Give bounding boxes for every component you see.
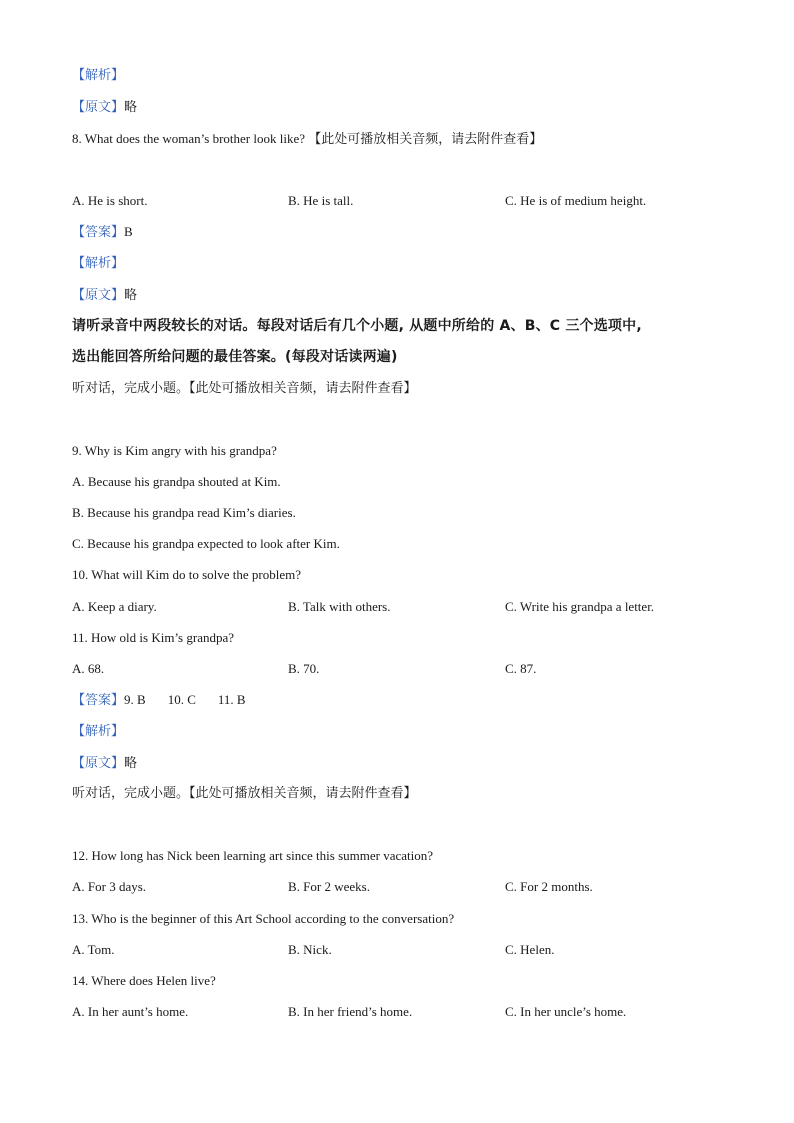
q11-option-a: A. 68. [72, 661, 105, 676]
original-text-value: 略 [124, 288, 138, 303]
q13-option-c: C. Helen. [505, 942, 555, 957]
original-text-value: 略 [124, 756, 138, 771]
original-text-value: 略 [124, 100, 138, 115]
audio-link[interactable]: 【此处可播放相关音频，请去附件查看】 [189, 381, 417, 396]
answer-9: 9. B [124, 692, 146, 707]
q10-option-a: A. Keep a diary. [72, 599, 157, 614]
audio-link[interactable]: 【此处可播放相关音频，请去附件查看】 [189, 786, 417, 801]
q8-option-b: B. He is tall. [288, 193, 354, 208]
q13-option-b: B. Nick. [288, 942, 332, 957]
answer-label: 【答案】 [72, 225, 125, 240]
q9-option-a: A. Because his grandpa shouted at Kim. [72, 474, 281, 489]
original-text-label: 【原文】 [72, 100, 125, 115]
q14-option-b: B. In her friend’s home. [288, 1004, 413, 1019]
original-text-line [72, 99, 137, 116]
question-13: 13. Who is the beginner of this Art School according to the conversation? [72, 911, 455, 926]
answer-11: 11. B [217, 692, 246, 707]
answer-value: B [124, 224, 133, 239]
q13-option-a: A. Tom. [72, 942, 115, 957]
q12-option-c: C. For 2 months. [505, 879, 593, 894]
original-text-line [72, 755, 137, 772]
analysis-label: 【解析】 [72, 724, 125, 739]
answer-10: 10. C [167, 692, 196, 707]
analysis-label: 【解析】 [72, 68, 125, 83]
q8-option-a: A. He is short. [72, 193, 148, 208]
original-text-label: 【原文】 [72, 756, 125, 771]
q9-option-c: C. Because his grandpa expected to look after Kim. [72, 536, 340, 551]
dialog-1-prompt [72, 381, 417, 397]
q12-option-a: A. For 3 days. [72, 879, 147, 894]
dialog-prompt-text: 听对话，完成小题。 [72, 381, 190, 396]
dialog-2-prompt [72, 786, 417, 802]
analysis-label: 【解析】 [72, 256, 125, 271]
dialog-1-answers [72, 692, 246, 709]
question-8 [72, 131, 542, 148]
q10-option-c: C. Write his grandpa a letter. [505, 599, 655, 614]
question-11: 11. How old is Kim’s grandpa? [72, 630, 234, 645]
answer-label: 【答案】 [72, 693, 125, 708]
section-instruction-line-2: 选出能回答所给问题的最佳答案。(每段对话读两遍) [72, 349, 398, 365]
q14-option-a: A. In her aunt’s home. [72, 1004, 189, 1019]
q8-answer [72, 224, 133, 241]
question-9: 9. Why is Kim angry with his grandpa? [72, 443, 277, 458]
question-12: 12. How long has Nick been learning art since this summer vacation? [72, 848, 434, 863]
audio-link[interactable]: 【此处可播放相关音频，请去附件查看】 [308, 132, 543, 147]
q12-option-b: B. For 2 weeks. [288, 879, 370, 894]
q10-option-b: B. Talk with others. [288, 599, 391, 614]
q11-option-c: C. 87. [505, 661, 537, 676]
question-8-text: 8. What does the woman’s brother look like? [72, 131, 305, 146]
question-14: 14. Where does Helen live? [72, 973, 216, 988]
q8-option-c: C. He is of medium height. [505, 193, 647, 208]
dialog-prompt-text: 听对话，完成小题。 [72, 786, 190, 801]
q11-option-b: B. 70. [288, 661, 320, 676]
original-text-label: 【原文】 [72, 288, 125, 303]
section-instruction-line-1: 请听录音中两段较长的对话。每段对话后有几个小题, 从题中所给的 A、B、C 三个选项中, [72, 318, 642, 334]
q9-option-b: B. Because his grandpa read Kim’s diaries. [72, 505, 296, 520]
question-10: 10. What will Kim do to solve the problem? [72, 567, 302, 582]
q14-option-c: C. In her uncle’s home. [505, 1004, 627, 1019]
original-text-line [72, 287, 137, 304]
